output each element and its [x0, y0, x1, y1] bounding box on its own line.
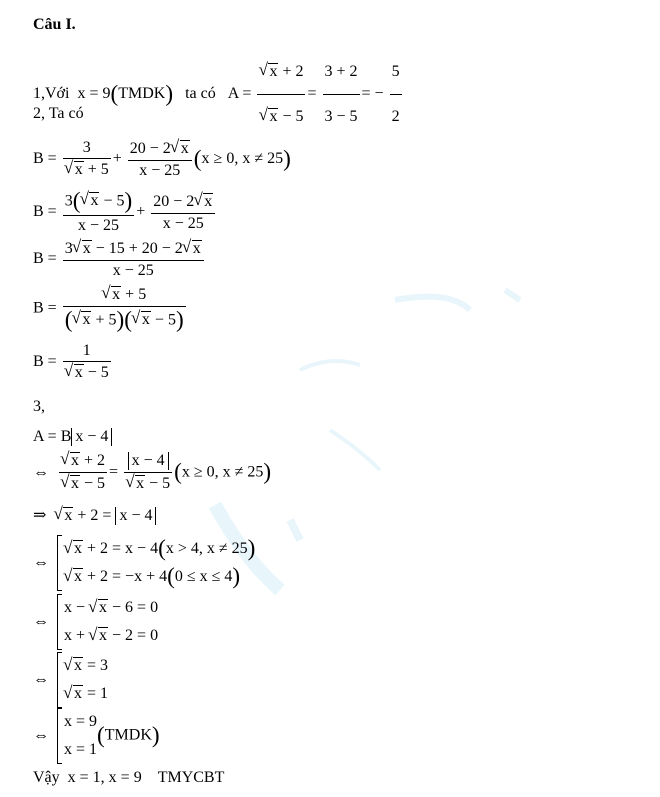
part3-tmdk: TMDK: [104, 726, 152, 744]
part3-step5: ⇔ x − √ x − 6 = 0 x + √ x − 2 = 0: [33, 594, 158, 650]
system-bracket-1: √ x + 2 = x − 4(x > 4, x ≠ 25) √ x + 2 = −x + 4(0 ≤ x ≤ 4): [57, 535, 255, 591]
system-bracket-4: x = 9 x = 1: [57, 708, 97, 764]
part1-label: 1,Với: [33, 85, 70, 103]
system-bracket-3: √ x = 3 √ x = 1: [57, 652, 108, 708]
system-bracket-2: x − √ x − 6 = 0 x + √ x − 2 = 0: [57, 594, 158, 650]
part3-step6: ⇔ √ x = 3 √ x = 1: [33, 652, 108, 708]
conclusion: Vậy x = 1, x = 9 TMYCBT: [33, 769, 225, 786]
part2-condition: x ≥ 0, x ≠ 25: [201, 150, 284, 168]
part3-label: 3,: [33, 398, 45, 415]
part2-line4: B = √ $\frac{x + 5}{(√ x + 5)(√ x - 5)}$: [33, 286, 188, 332]
part2-line1: B = 3 √ x + 5 + $\frac{20 - 2√ x}{x - 25}$ (x ≥ 0, x ≠ 25): [33, 140, 291, 179]
part3-step4: ⇔ √ x + 2 = x − 4(x > 4, x ≠ 25) √ x + 2 = −x + 4(0 ≤ x ≤ 4): [33, 535, 255, 591]
part3-condition: x ≥ 0, x ≠ 25: [181, 463, 264, 481]
part3-step1: A = B x − 4: [33, 428, 112, 446]
part3-step3: ⇒ √ x + 2 = x − 4: [33, 507, 156, 525]
part2-line5: B = 1 √ x − 5: [33, 343, 113, 382]
question-heading: Câu I.: [33, 16, 76, 33]
part1-cond-x: x = 9: [77, 85, 111, 103]
part1-fraction-a: √ x + 2 √ x − 5: [257, 52, 305, 137]
part1-fraction-b: $\frac{3 + 2}{3 - 5}$: [323, 52, 360, 137]
part1-fraction-c: $\frac{5}{2}$: [390, 52, 402, 137]
part2-line3: B = $\frac{3√ x - 15 + 20 - 2√ x}{x - 25}$: [33, 240, 206, 279]
part3-step2: ⇔ √ x + 2 √ x − 5 = x − 4 √ x − 5 (x ≥ 0, x ≠ 25): [33, 452, 271, 493]
part3-step7: ⇔ x = 9 x = 1 (TMDK): [33, 708, 160, 764]
part2-line2: B = $\frac{3(√ x - 5)}{x - 25}$ + $\frac{20 - 2√ x}{x - 25}$: [33, 190, 217, 234]
iff-symbol: ⇔: [33, 463, 49, 481]
part2-label: 2, Ta có: [33, 105, 84, 122]
part1-line: 1,Với x = 9(TMDK) ta có A = √ x + 2 √ x − 5 = $\frac{3 + 2}{3 - 5}$ = − $\frac{5}{2}$: [33, 52, 404, 137]
part1-taco: ta có: [185, 85, 216, 103]
part1-cond-note: TMDK: [118, 85, 166, 103]
part1-lhs: A =: [227, 85, 252, 103]
implies-symbol: ⇒: [33, 507, 47, 525]
